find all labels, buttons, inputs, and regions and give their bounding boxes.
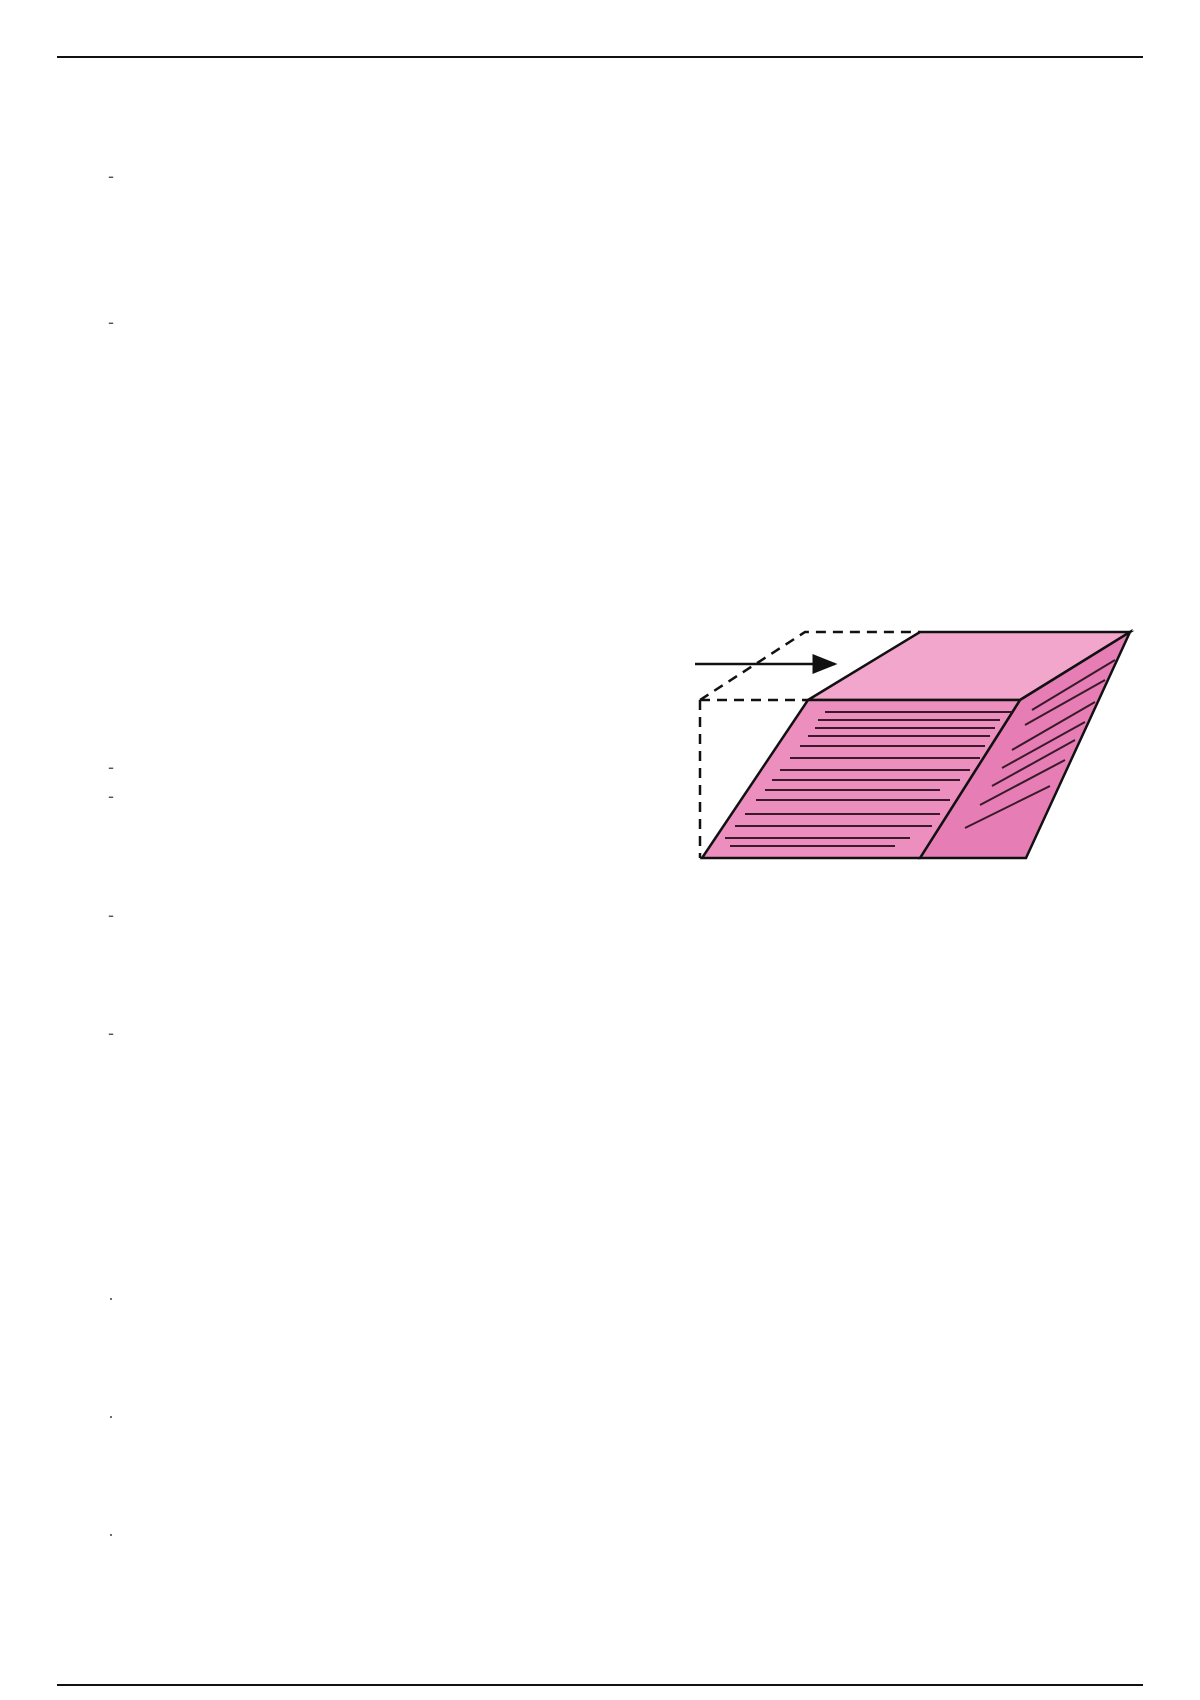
block-model-figure (640, 600, 1140, 870)
top-rule (57, 56, 1143, 58)
bullet-dash: - (108, 757, 114, 777)
bullet-dot: · (108, 1288, 114, 1308)
bullet-dot: · (108, 1406, 114, 1426)
bottom-rule (57, 1684, 1143, 1686)
bullet-dot: · (108, 1524, 114, 1544)
bullet-dash: - (108, 905, 114, 925)
bullet-dash: - (108, 1023, 114, 1043)
bullet-dash: - (108, 166, 114, 186)
bullet-dash: - (108, 786, 114, 806)
bullet-dash: - (108, 312, 114, 332)
